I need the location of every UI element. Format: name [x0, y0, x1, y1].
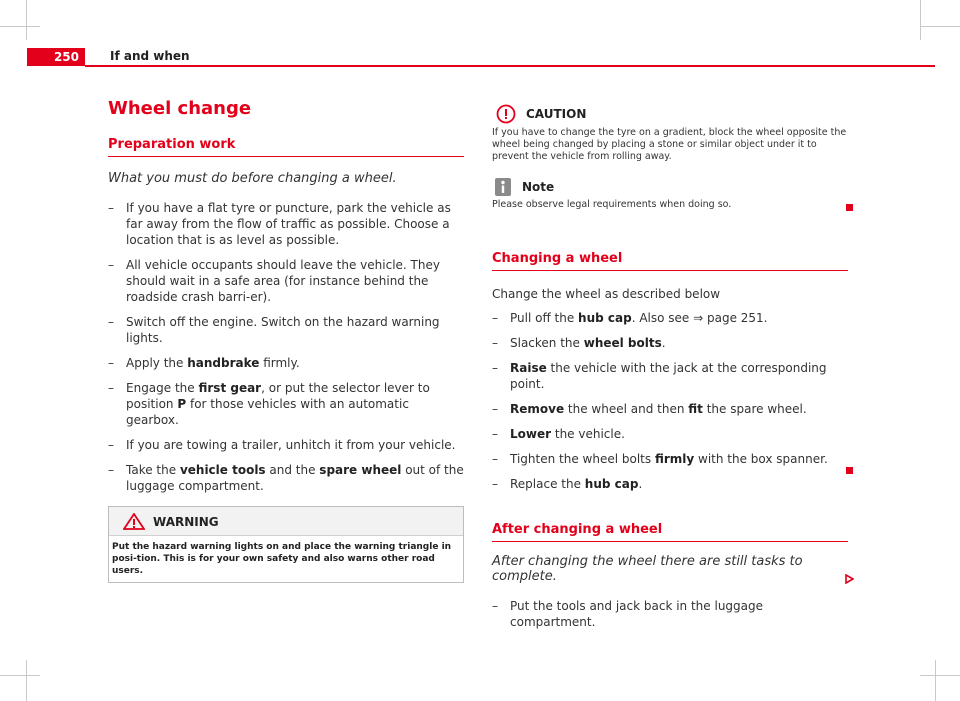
caution-text: If you have to change the tyre on a gradient, block the wheel opposite the wheel being changed by placing a stone or similar object under it to prevent the vehicle from rolling away.	[492, 127, 847, 162]
after-steps	[492, 598, 848, 630]
running-head: If and when	[110, 49, 190, 63]
crop-mark	[26, 0, 27, 40]
list-item: – Raise the vehicle with the jack at the corresponding point.	[492, 360, 848, 392]
crop-mark	[935, 660, 936, 701]
crop-mark	[0, 26, 40, 27]
after-intro: After changing the wheel there are still tasks to complete.	[492, 554, 803, 584]
list-item: – If you are towing a trailer, unhitch it from your vehicle.	[108, 437, 464, 453]
changing-steps	[492, 310, 848, 492]
list-item: – If you have a flat tyre or puncture, park the vehicle as far away from the flow of traffic as possible. Choose a location that is as level as possible.	[108, 200, 464, 248]
changing-intro: Change the wheel as described below	[492, 287, 721, 301]
square-end-icon	[846, 204, 853, 211]
warning-box	[108, 506, 464, 583]
crop-mark	[920, 675, 960, 676]
crop-mark	[920, 26, 960, 27]
list-item: – Switch off the engine. Switch on the hazard warning lights.	[108, 314, 464, 346]
section-heading-changing: Changing a wheel	[492, 251, 848, 271]
square-end-icon	[846, 467, 853, 474]
preparation-steps	[108, 200, 464, 494]
page-number: 250	[27, 48, 85, 66]
warning-triangle-icon	[123, 513, 145, 530]
crop-mark	[26, 660, 27, 701]
list-item: – Replace the hub cap.	[492, 476, 848, 492]
list-item: – Remove the wheel and then fit the spare wheel.	[492, 401, 848, 417]
list-item: – Pull off the hub cap. Also see ⇒ page 251.	[492, 310, 848, 326]
exclamation-circle-icon	[496, 104, 516, 124]
list-item: – Take the vehicle tools and the spare wheel out of the luggage compartment.	[108, 462, 464, 494]
right-column	[492, 104, 848, 639]
list-item: – Slacken the wheel bolts.	[492, 335, 848, 351]
section-intro: What you must do before changing a wheel.	[108, 171, 397, 186]
section-heading-preparation: Preparation work	[108, 137, 464, 157]
section-heading-after: After changing a wheel	[492, 522, 848, 542]
left-column	[108, 98, 464, 583]
warning-heading: WARNING	[153, 514, 219, 529]
list-item: – Apply the handbrake firmly.	[108, 355, 464, 371]
list-item: – Tighten the wheel bolts firmly with the box spanner.	[492, 451, 848, 467]
warning-text: Put the hazard warning lights on and place the warning triangle in posi-tion. This is for your own safety and also warns other road users.	[112, 542, 452, 576]
list-item: – Put the tools and jack back in the luggage compartment.	[492, 598, 848, 630]
crop-mark	[0, 675, 40, 676]
page-title: Wheel change	[108, 98, 252, 119]
caution-heading: CAUTION	[526, 107, 587, 121]
header-rule	[85, 65, 935, 67]
triangle-right-icon	[845, 574, 854, 584]
crop-mark	[920, 0, 921, 40]
list-item: – All vehicle occupants should leave the vehicle. They should wait in a safe area (for instance behind the roadside crash barri-er).	[108, 257, 464, 305]
warning-header	[109, 507, 463, 536]
note-text: Please observe legal requirements when doing so.	[492, 199, 732, 210]
list-item: – Lower the vehicle.	[492, 426, 848, 442]
caution-header	[492, 104, 848, 124]
note-header	[492, 177, 848, 197]
note-info-icon	[494, 177, 512, 197]
list-item: – Engage the first gear, or put the selector lever to position P for those vehicles with an automatic gearbox.	[108, 380, 464, 428]
note-heading: Note	[522, 180, 555, 194]
